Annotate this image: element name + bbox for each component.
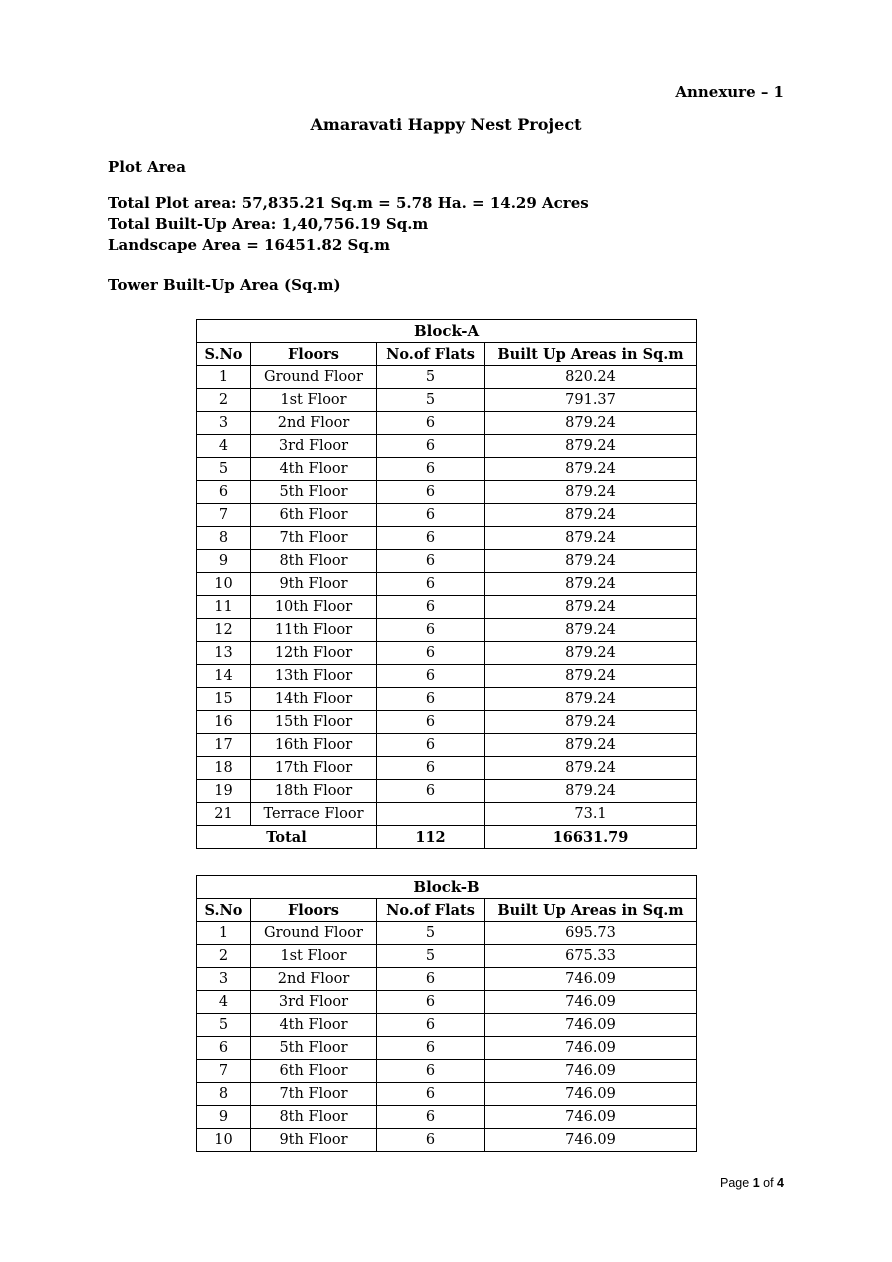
plot-area-details xyxy=(108,193,784,256)
table-row xyxy=(197,596,697,619)
table-cell: 6 xyxy=(377,1037,485,1060)
total-row xyxy=(197,826,697,849)
table-cell: 2 xyxy=(197,389,251,412)
table-cell xyxy=(377,803,485,826)
table-cell: 6 xyxy=(197,481,251,504)
table-row xyxy=(197,688,697,711)
table-cell: 14th Floor xyxy=(251,688,377,711)
table-cell: 3rd Floor xyxy=(251,991,377,1014)
table-row xyxy=(197,1037,697,1060)
footer-current-page: 1 xyxy=(752,1176,760,1190)
column-header: Floors xyxy=(251,899,377,922)
block-table-block-a xyxy=(196,319,697,849)
table-cell: 879.24 xyxy=(485,688,697,711)
table-row xyxy=(197,665,697,688)
page-footer xyxy=(720,1176,784,1190)
table-cell: 4 xyxy=(197,991,251,1014)
footer-page-word: Page xyxy=(720,1176,750,1190)
table-cell: 9th Floor xyxy=(251,1129,377,1152)
table-cell: 6 xyxy=(377,1129,485,1152)
table-cell: 1 xyxy=(197,922,251,945)
table-cell: 746.09 xyxy=(485,1129,697,1152)
table-row xyxy=(197,1129,697,1152)
table-cell: 12 xyxy=(197,619,251,642)
table-cell: 10 xyxy=(197,573,251,596)
table-cell: 5 xyxy=(197,458,251,481)
table-row xyxy=(197,1106,697,1129)
table-cell: 6 xyxy=(377,527,485,550)
table-cell: 6 xyxy=(377,1014,485,1037)
table-cell: 746.09 xyxy=(485,1083,697,1106)
table-cell: 6 xyxy=(377,1060,485,1083)
table-cell: 6 xyxy=(377,780,485,803)
annexure-label: Annexure – 1 xyxy=(675,83,784,101)
table-cell: 11th Floor xyxy=(251,619,377,642)
table-row xyxy=(197,504,697,527)
table-cell: 21 xyxy=(197,803,251,826)
table-cell: 6 xyxy=(377,412,485,435)
column-header: S.No xyxy=(197,343,251,366)
table-cell: 2 xyxy=(197,945,251,968)
table-cell: 8 xyxy=(197,1083,251,1106)
table-row xyxy=(197,1014,697,1037)
table-cell: 746.09 xyxy=(485,1060,697,1083)
table-cell: 11 xyxy=(197,596,251,619)
table-cell: 746.09 xyxy=(485,1106,697,1129)
table-cell: 879.24 xyxy=(485,780,697,803)
column-header: No.of Flats xyxy=(377,899,485,922)
table-cell: Terrace Floor xyxy=(251,803,377,826)
table-cell: 879.24 xyxy=(485,642,697,665)
table-cell: 6 xyxy=(377,642,485,665)
table-row xyxy=(197,945,697,968)
table-cell: 7 xyxy=(197,504,251,527)
table-row xyxy=(197,366,697,389)
page-title: Amaravati Happy Nest Project xyxy=(310,115,582,134)
table-row xyxy=(197,1060,697,1083)
table-cell: 18th Floor xyxy=(251,780,377,803)
table-cell: 5th Floor xyxy=(251,481,377,504)
table-cell: Ground Floor xyxy=(251,366,377,389)
table-row xyxy=(197,757,697,780)
table-cell: 5th Floor xyxy=(251,1037,377,1060)
table-cell: 1st Floor xyxy=(251,389,377,412)
table-cell: 18 xyxy=(197,757,251,780)
table-cell: 879.24 xyxy=(485,550,697,573)
table-cell: 15th Floor xyxy=(251,711,377,734)
table-cell: 879.24 xyxy=(485,757,697,780)
table-cell: 4th Floor xyxy=(251,1014,377,1037)
table-cell: 879.24 xyxy=(485,435,697,458)
table-cell: 8 xyxy=(197,527,251,550)
table-cell: 16 xyxy=(197,711,251,734)
table-cell: 6 xyxy=(377,757,485,780)
table-cell: 6 xyxy=(377,481,485,504)
total-plot-area-line: Total Plot area: 57,835.21 Sq.m = 5.78 Ha. = 14.29 Acres xyxy=(108,194,589,212)
table-row xyxy=(197,991,697,1014)
table-cell: 879.24 xyxy=(485,458,697,481)
table-cell: 879.24 xyxy=(485,527,697,550)
table-cell: 5 xyxy=(377,922,485,945)
table-cell: 17 xyxy=(197,734,251,757)
table-row xyxy=(197,780,697,803)
total-built-up-area-line: Total Built-Up Area: 1,40,756.19 Sq.m xyxy=(108,215,429,233)
table-cell: 879.24 xyxy=(485,412,697,435)
table-cell: 695.73 xyxy=(485,922,697,945)
table-row xyxy=(197,711,697,734)
table-title-row xyxy=(197,876,697,899)
table-cell: 1 xyxy=(197,366,251,389)
table-cell: 3rd Floor xyxy=(251,435,377,458)
table-cell: 7th Floor xyxy=(251,1083,377,1106)
table-cell: 7th Floor xyxy=(251,527,377,550)
block-tables xyxy=(196,319,784,1152)
table-cell: 6 xyxy=(377,1106,485,1129)
table-row xyxy=(197,435,697,458)
table-cell: 5 xyxy=(377,945,485,968)
table-row xyxy=(197,412,697,435)
table-row xyxy=(197,968,697,991)
table-cell: 6 xyxy=(377,550,485,573)
table-cell: 879.24 xyxy=(485,665,697,688)
table-cell: 10 xyxy=(197,1129,251,1152)
column-header: S.No xyxy=(197,899,251,922)
table-title: Block-B xyxy=(197,876,697,899)
table-cell: 6 xyxy=(377,573,485,596)
table-cell: 879.24 xyxy=(485,711,697,734)
block-table-block-b xyxy=(196,875,697,1152)
table-cell: 5 xyxy=(197,1014,251,1037)
table-cell: 791.37 xyxy=(485,389,697,412)
table-row xyxy=(197,642,697,665)
table-cell: 3 xyxy=(197,412,251,435)
table-cell: 8th Floor xyxy=(251,550,377,573)
table-row xyxy=(197,527,697,550)
table-cell: 4 xyxy=(197,435,251,458)
table-row xyxy=(197,573,697,596)
table-cell: 820.24 xyxy=(485,366,697,389)
plot-area-heading: Plot Area xyxy=(108,158,186,176)
table-cell: 3 xyxy=(197,968,251,991)
table-cell: 746.09 xyxy=(485,968,697,991)
table-cell: 6 xyxy=(377,435,485,458)
table-cell: 6 xyxy=(377,665,485,688)
table-cell: 6 xyxy=(377,688,485,711)
table-cell: 16th Floor xyxy=(251,734,377,757)
table-cell: 2nd Floor xyxy=(251,412,377,435)
table-cell: 879.24 xyxy=(485,573,697,596)
table-cell: 6 xyxy=(377,458,485,481)
tower-built-up-heading: Tower Built-Up Area (Sq.m) xyxy=(108,276,341,294)
table-cell: 879.24 xyxy=(485,619,697,642)
table-cell: 9 xyxy=(197,550,251,573)
table-cell: 2nd Floor xyxy=(251,968,377,991)
footer-total-pages: 4 xyxy=(777,1176,784,1190)
table-row xyxy=(197,803,697,826)
column-header: Built Up Areas in Sq.m xyxy=(485,899,697,922)
table-cell: 746.09 xyxy=(485,991,697,1014)
table-cell: 5 xyxy=(377,366,485,389)
table-cell: 9 xyxy=(197,1106,251,1129)
table-row xyxy=(197,389,697,412)
total-label: Total xyxy=(197,826,377,849)
table-cell: 746.09 xyxy=(485,1014,697,1037)
table-row xyxy=(197,481,697,504)
table-cell: 6 xyxy=(377,596,485,619)
table-cell: 6th Floor xyxy=(251,504,377,527)
total-area: 16631.79 xyxy=(485,826,697,849)
table-cell: 10th Floor xyxy=(251,596,377,619)
table-cell: 17th Floor xyxy=(251,757,377,780)
table-cell: 6 xyxy=(377,1083,485,1106)
table-cell: 6 xyxy=(377,734,485,757)
table-cell: 1st Floor xyxy=(251,945,377,968)
table-cell: 6 xyxy=(377,711,485,734)
table-row xyxy=(197,734,697,757)
table-cell: 13th Floor xyxy=(251,665,377,688)
table-title: Block-A xyxy=(197,320,697,343)
table-cell: 879.24 xyxy=(485,596,697,619)
table-cell: 9th Floor xyxy=(251,573,377,596)
table-cell: 6 xyxy=(377,619,485,642)
table-cell: 879.24 xyxy=(485,481,697,504)
column-header: Floors xyxy=(251,343,377,366)
table-cell: 12th Floor xyxy=(251,642,377,665)
table-cell: Ground Floor xyxy=(251,922,377,945)
table-row xyxy=(197,619,697,642)
table-cell: 6 xyxy=(197,1037,251,1060)
table-cell: 13 xyxy=(197,642,251,665)
table-row xyxy=(197,550,697,573)
table-cell: 675.33 xyxy=(485,945,697,968)
table-cell: 879.24 xyxy=(485,504,697,527)
table-cell: 6 xyxy=(377,504,485,527)
table-cell: 746.09 xyxy=(485,1037,697,1060)
table-cell: 5 xyxy=(377,389,485,412)
table-row xyxy=(197,458,697,481)
table-cell: 19 xyxy=(197,780,251,803)
table-cell: 14 xyxy=(197,665,251,688)
table-cell: 6 xyxy=(377,968,485,991)
table-row xyxy=(197,922,697,945)
column-header: Built Up Areas in Sq.m xyxy=(485,343,697,366)
table-cell: 7 xyxy=(197,1060,251,1083)
table-row xyxy=(197,1083,697,1106)
table-header-row xyxy=(197,899,697,922)
footer-of-word: of xyxy=(763,1176,774,1190)
table-cell: 6 xyxy=(377,991,485,1014)
column-header: No.of Flats xyxy=(377,343,485,366)
table-cell: 879.24 xyxy=(485,734,697,757)
table-cell: 15 xyxy=(197,688,251,711)
total-flats: 112 xyxy=(377,826,485,849)
table-cell: 73.1 xyxy=(485,803,697,826)
landscape-area-line: Landscape Area = 16451.82 Sq.m xyxy=(108,236,390,254)
table-cell: 4th Floor xyxy=(251,458,377,481)
table-header-row xyxy=(197,343,697,366)
table-title-row xyxy=(197,320,697,343)
table-cell: 8th Floor xyxy=(251,1106,377,1129)
table-cell: 6th Floor xyxy=(251,1060,377,1083)
